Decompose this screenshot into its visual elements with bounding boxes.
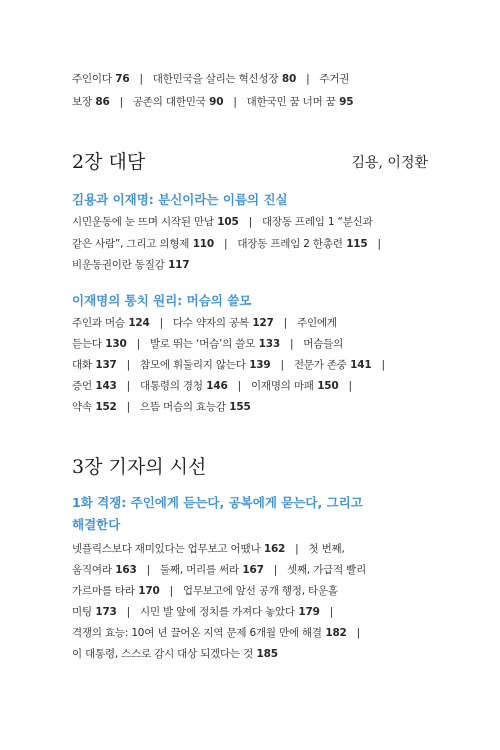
toc-entry [294,359,372,371]
entry-title: 듣는다 [72,338,102,350]
chapter-title: 3장 기자의 시선 [72,456,207,478]
toc-entry [72,648,278,660]
separator: | [237,380,241,392]
page-number: 127 [248,317,274,329]
separator: | [356,627,361,639]
toc-entry [150,338,280,350]
toc-entry [140,401,251,413]
toc-line [72,542,345,556]
page-number: 173 [91,606,117,618]
toc-entry [72,359,117,371]
separator: | [248,216,252,228]
toc-entry [133,96,223,108]
page-number: 76 [111,73,130,85]
separator: | [146,564,150,576]
separator: | [126,401,131,413]
separator: | [159,317,163,329]
toc-entry: 주인에게 [297,317,337,329]
separator: | [233,96,237,108]
toc-line [72,605,343,619]
section-title: 1화 격쟁: 주인에게 듣는다, 공복에게 묻는다, 그리고 [72,495,363,510]
section-title: 이재명의 통치 원리: 머슴의 쓸모 [72,293,252,308]
page-number: 167 [238,564,264,576]
toc-line [72,316,337,330]
toc-entry [72,96,110,108]
page-number: 152 [91,401,117,413]
entry-title: 시민운동에 눈 뜨며 시작된 만남 [72,216,214,228]
toc-entry: 셋째, 가급적 빨리 [287,564,367,576]
toc-entry [72,380,117,392]
entry-title: 다수 약자의 공복 [172,317,249,329]
toc-entry: 첫 번째, [308,543,345,555]
page-number: 150 [313,380,339,392]
page-number: 95 [335,96,354,108]
toc-entry: 대장동 프레임 1 “분신과 [261,216,373,228]
entry-title: 미팅 [72,606,92,618]
toc-entry [72,543,285,555]
page-number: 146 [202,380,228,392]
page-number: 155 [225,401,251,413]
toc-entry [140,380,228,392]
separator: | [136,338,140,350]
toc-entry [72,238,214,250]
separator: | [280,359,284,371]
page-number: 124 [124,317,150,329]
toc-entry: 주거권 [319,73,350,85]
separator: | [119,96,123,108]
toc-entry [140,606,320,618]
entry-title: 대통령의 경청 [140,380,203,392]
entry-title: 참모에 휘둘리지 않는다 [140,359,246,371]
entry-title: 으뜸 머슴의 효능감 [140,401,226,413]
page-number: 105 [213,216,239,228]
entry-title: 대한국민 꿈 너머 꿈 [246,96,336,108]
page-number: 130 [101,338,127,350]
section-title-cont: 해결한다 [72,517,121,532]
entry-title: 대한민국을 살리는 혁신성장 [152,73,279,85]
entry-title: 보장 [72,96,92,108]
entry-title: 공존의 대한민국 [132,96,206,108]
page-number: 137 [91,359,117,371]
toc-entry [72,564,137,576]
toc-entry [140,359,271,371]
toc-entry [72,259,189,271]
toc-entry [72,401,117,413]
page-number: 90 [205,96,224,108]
separator: | [126,606,131,618]
chapter-authors: 김용, 이정환 [351,155,428,171]
toc-entry [72,606,117,618]
entry-title: 움직여라 [72,564,112,576]
entry-title: 약속 [72,401,92,413]
entry-title: 격쟁의 효능: 10여 년 끌어온 지역 문제 6개월 만에 해결 [72,627,322,639]
page-number: 139 [245,359,271,371]
entry-title: 증언 [72,380,92,392]
toc-line [72,563,366,577]
separator: | [126,359,131,371]
separator: | [377,238,381,250]
toc-line [72,258,189,272]
toc-entry: 업무보고에 앞선 공개 행정, 타운홀 [182,585,338,597]
page-number: 179 [294,606,320,618]
entry-title: 대화 [72,359,92,371]
page-number: 117 [164,259,190,271]
section-title: 김용과 이재명: 분신이라는 이름의 진실 [72,192,288,207]
separator: | [139,73,143,85]
toc-line [72,358,395,372]
toc-entry [72,627,347,639]
separator: | [273,564,278,576]
page-number: 182 [321,627,347,639]
toc-entry [72,338,127,350]
separator: | [348,380,352,392]
page-number: 133 [255,338,280,350]
page-number: 80 [278,73,297,85]
entry-title: 이 대통령, 스스로 감시 대상 되겠다는 것 [72,648,254,660]
toc-entry [160,564,264,576]
page-number: 115 [342,238,368,250]
separator: | [169,585,173,597]
separator: | [283,317,287,329]
toc-line [72,215,373,229]
separator: | [306,73,310,85]
page-number: 143 [91,380,117,392]
separator: | [289,338,294,350]
toc-entry [72,73,129,85]
toc-entry: 머슴들의 [303,338,344,350]
entry-title: 이재명의 마패 [250,380,314,392]
entry-title: 넷플릭스보다 재미있다는 업무보고 어땠나 [72,543,261,555]
toc-entry [72,585,160,597]
separator: | [224,238,228,250]
toc-line [72,72,349,86]
page-number: 185 [253,648,278,660]
separator: | [295,543,299,555]
page-number: 110 [189,238,215,250]
toc-line [72,626,370,640]
page-number: 141 [346,359,372,371]
page-number: 162 [260,543,286,555]
toc-line [72,584,338,598]
toc-entry [237,238,367,250]
toc-line [72,379,362,393]
page-number: 170 [134,585,160,597]
entry-title: 같은 사람”, 그리고 의형제 [72,238,190,250]
page-number: 86 [91,96,110,108]
toc-line [72,95,353,109]
toc-line [72,400,251,414]
toc-entry [72,317,150,329]
separator: | [381,359,385,371]
entry-title: 비운동권이란 동질감 [72,259,165,271]
separator: | [126,380,131,392]
entry-title: 주인과 머슴 [72,317,125,329]
entry-title: 발로 뛰는 ‘머슴’의 쓸모 [149,338,256,350]
entry-title: 주인이다 [72,73,112,85]
toc-entry [251,380,339,392]
entry-title: 시민 발 앞에 정치를 가져다 놓았다 [140,606,295,618]
entry-title: 전문가 존중 [293,359,347,371]
toc-entry [247,96,354,108]
toc-entry [72,216,239,228]
entry-title: 둘째, 머리를 써라 [159,564,239,576]
page-number: 163 [111,564,137,576]
toc-line [72,647,278,661]
chapter-title: 2장 대담 [72,151,146,173]
entry-title: 가르마를 타라 [72,585,135,597]
toc-entry [173,317,274,329]
toc-line [72,237,391,251]
toc-entry [153,73,296,85]
entry-title: 대장동 프레임 2 한총련 [237,238,343,250]
separator: | [329,606,334,618]
toc-line [72,337,343,351]
